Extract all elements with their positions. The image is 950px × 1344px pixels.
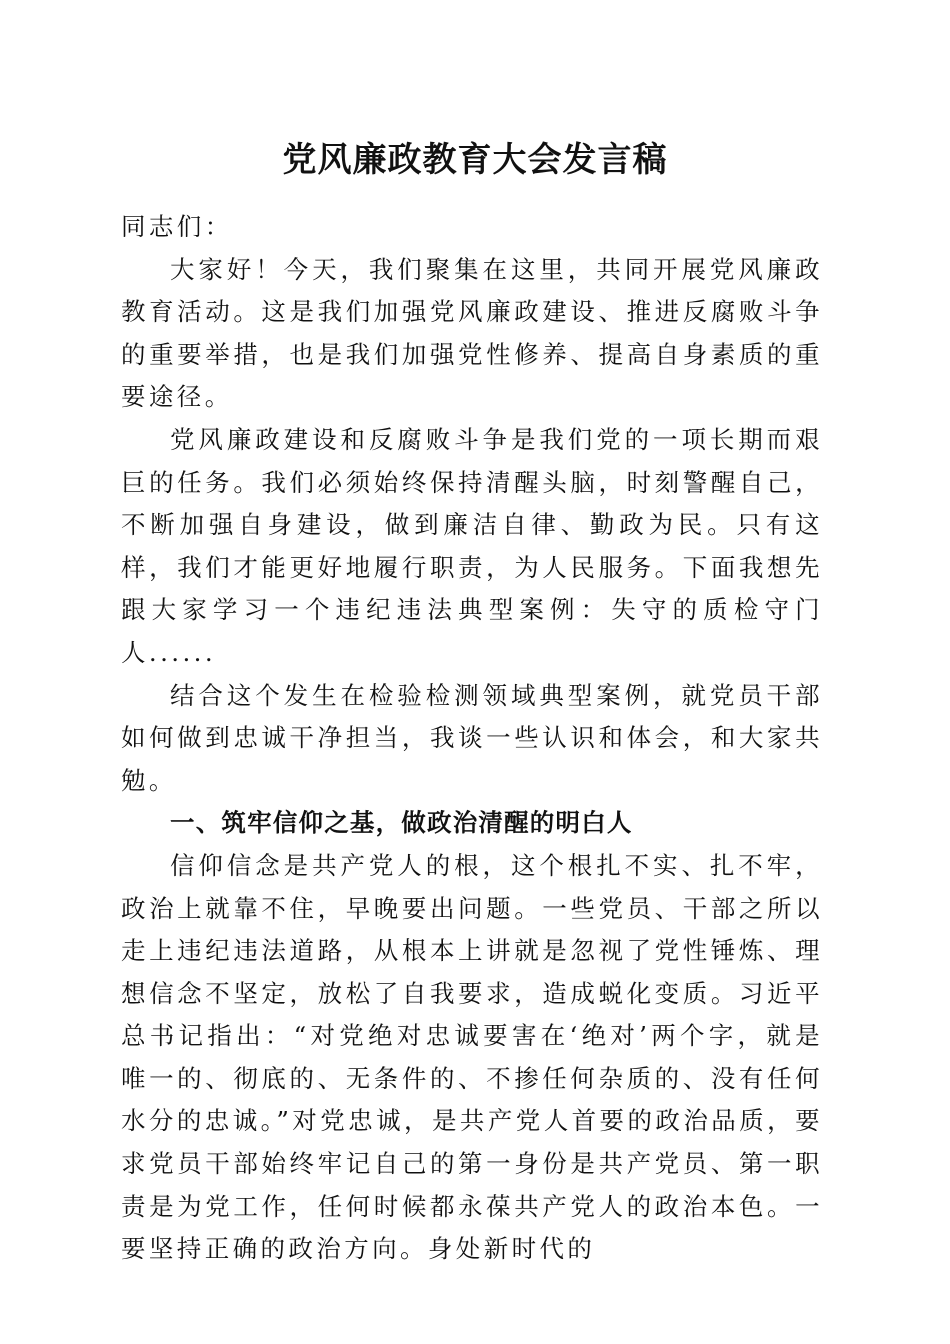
- section-heading: 一、筑牢信仰之基，做政治清醒的明白人: [170, 808, 633, 838]
- document-title: 党风廉政教育大会发言稿: [282, 140, 668, 180]
- paragraph-task: 党风廉政建设和反腐败斗争是我们党的一项长期而艰巨的任务。我们必须始终保持清醒头脑，时刻警醒自己，不断加强自身建设，做到廉洁自律、勤政为民。只有这样，我们才能更好地履行职责，为人民服务。下面我想先跟大家学习一个违纪违法典型案例：失守的质检守门人......: [121, 424, 823, 667]
- paragraph-opening: 大家好！今天，我们聚集在这里，共同开展党风廉政教育活动。这是我们加强党风廉政建设、推进反腐败斗争的重要举措，也是我们加强党性修养、提高自身素质的重要途径。: [121, 254, 823, 412]
- paragraph-case-intro: 结合这个发生在检验检测领域典型案例，就党员干部如何做到忠诚干净担当，我谈一些认识和体会，和大家共勉。: [121, 680, 823, 795]
- document-body: [121, 206, 823, 1271]
- salutation: 同志们：: [121, 212, 233, 241]
- paragraph-section-one: 信仰信念是共产党人的根，这个根扎不实、扎不牢，政治上就靠不住，早晚要出问题。一些党员、干部之所以走上违纪违法道路，从根本上讲就是忽视了党性锤炼、理想信念不坚定，放松了自我要求，造成蜕化变质。习近平总书记指出：“对党绝对忠诚要害在‘绝对’两个字，就是唯一的、彻底的、无条件的、不掺任何杂质的、没有任何水分的忠诚。”对党忠诚，是共产党人首要的政治品质，要求党员干部始终牢记自己的第一身份是共产党员、第一职责是为党工作，任何时候都永葆共产党人的政治本色。一要坚持正确的政治方向。身处新时代的: [121, 850, 823, 1264]
